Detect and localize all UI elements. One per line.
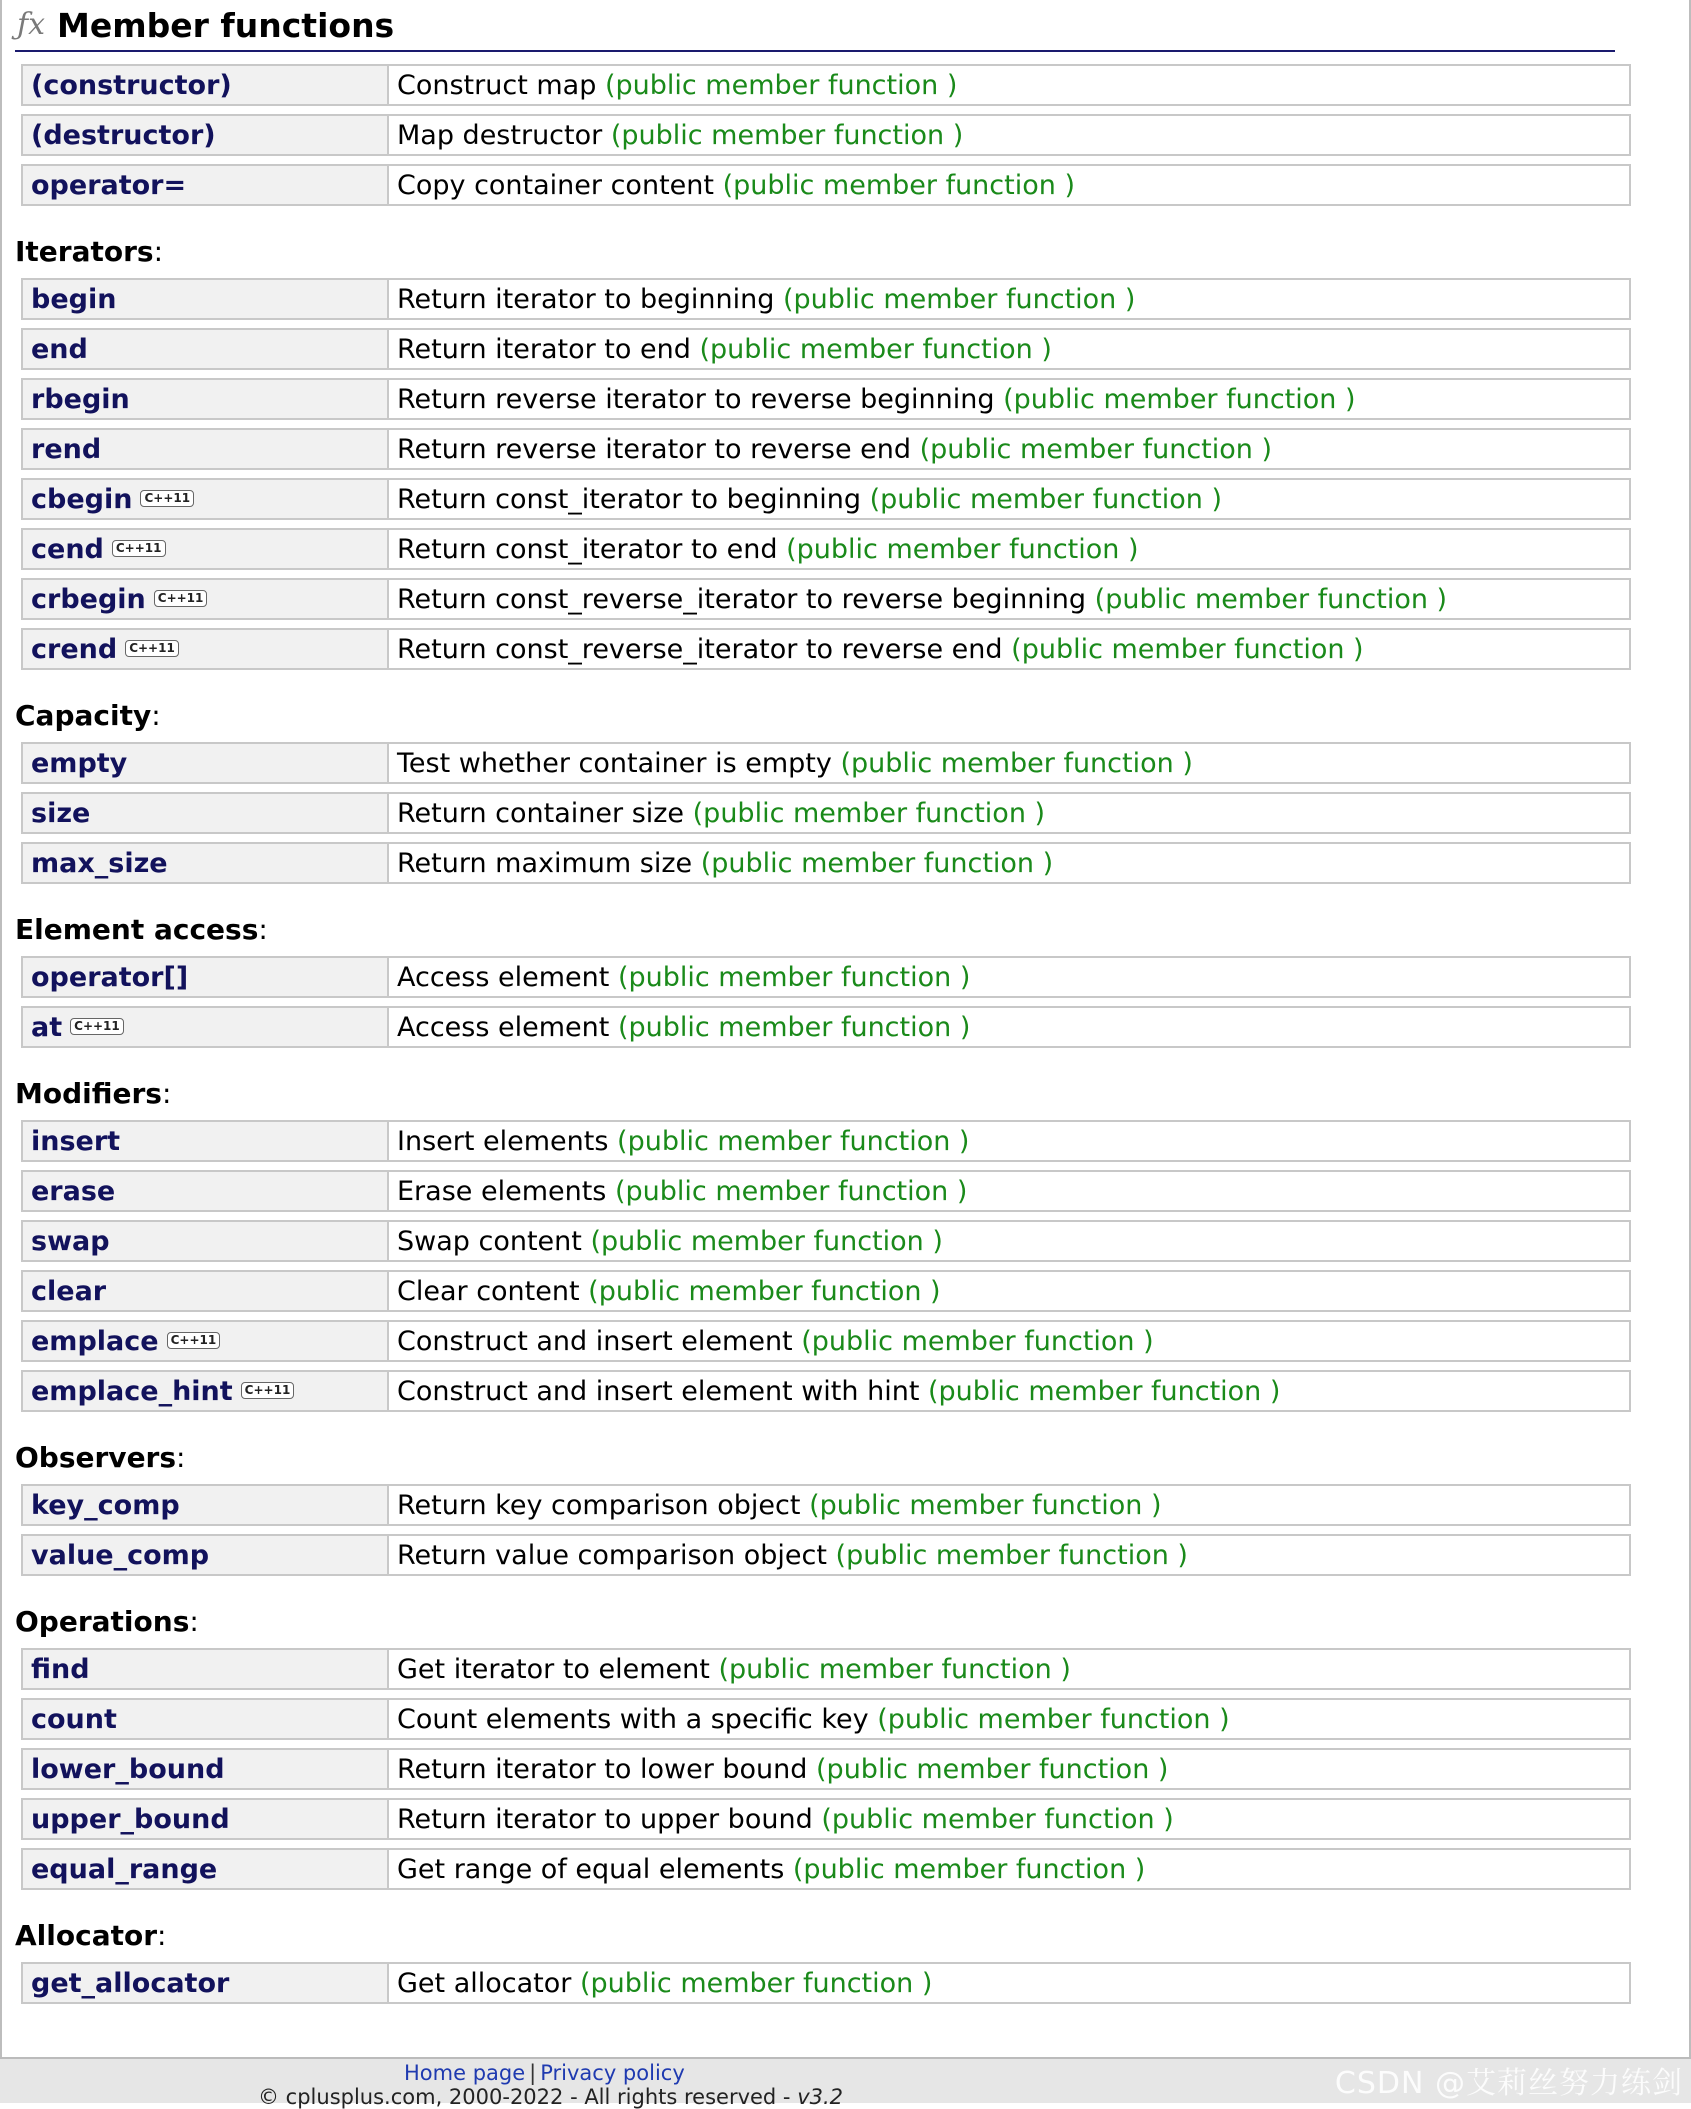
member-description: Access element [397, 1011, 610, 1043]
copyright-text [258, 2085, 843, 2109]
member-description: Copy container content [397, 169, 714, 201]
member-description: Return const_reverse_iterator to reverse end [397, 633, 1003, 665]
member-name-cell [21, 742, 389, 784]
member-description: Return const_reverse_iterator to reverse beginning [397, 583, 1087, 615]
member-name-cell [21, 1270, 389, 1312]
section-header [15, 0, 1615, 52]
member-description: Return iterator to lower bound [397, 1753, 808, 1785]
member-table [21, 948, 1631, 1056]
member-row [21, 1848, 1631, 1890]
member-description: Return maximum size [397, 847, 693, 879]
member-group [15, 908, 1625, 1056]
member-name-cell [21, 528, 389, 570]
member-link[interactable]: equal_range [31, 1853, 218, 1885]
member-description: Return value comparison object [397, 1539, 827, 1571]
member-description-cell [389, 628, 1631, 670]
member-row [21, 742, 1631, 784]
member-link[interactable]: get_allocator [31, 1967, 230, 1999]
group-heading-text: Iterators [15, 235, 154, 268]
member-description-cell [389, 1220, 1631, 1262]
member-functions-section [15, 0, 1625, 2008]
member-name-cell [21, 428, 389, 470]
member-name-cell [21, 1648, 389, 1690]
member-description-cell [389, 114, 1631, 156]
member-kind-label: (public member function ) [928, 1375, 1281, 1407]
member-description: Get allocator [397, 1967, 572, 1999]
member-description: Get iterator to element [397, 1653, 710, 1685]
member-row [21, 578, 1631, 620]
group-heading [15, 1914, 1625, 1958]
member-group [15, 56, 1625, 214]
member-kind-label: (public member function ) [722, 169, 1075, 201]
member-kind-label: (public member function ) [792, 1853, 1146, 1885]
member-kind-label: (public member function ) [699, 333, 1052, 365]
member-group [15, 694, 1625, 892]
member-name-cell [21, 842, 389, 884]
member-name-cell [21, 1120, 389, 1162]
member-link[interactable]: key_comp [31, 1489, 180, 1521]
member-description: Map destructor [397, 119, 603, 151]
member-row [21, 1370, 1631, 1412]
member-kind-label: (public member function ) [919, 433, 1273, 465]
member-name-cell [21, 378, 389, 420]
member-table [21, 734, 1631, 892]
member-name-cell [21, 114, 389, 156]
member-link[interactable]: rend [31, 433, 102, 465]
member-description: Swap content [397, 1225, 582, 1257]
member-group [15, 1072, 1625, 1420]
member-description: Return key comparison object [397, 1489, 801, 1521]
member-link[interactable]: size [31, 797, 91, 829]
member-description-cell [389, 578, 1631, 620]
member-description-cell [389, 1748, 1631, 1790]
member-description-cell [389, 956, 1631, 998]
member-description-cell [389, 1798, 1631, 1840]
member-table [21, 1640, 1631, 1898]
member-table [21, 1112, 1631, 1420]
member-description: Get range of equal elements [397, 1853, 785, 1885]
member-link[interactable]: (destructor) [31, 119, 216, 151]
member-description: Clear content [397, 1275, 580, 1307]
member-description: Return reverse iterator to reverse end [397, 433, 912, 465]
member-name-cell [21, 1534, 389, 1576]
member-description-cell [389, 64, 1631, 106]
member-row [21, 378, 1631, 420]
member-kind-label: (public member function ) [840, 747, 1193, 779]
member-group [15, 1914, 1625, 2012]
member-link[interactable]: erase [31, 1175, 116, 1207]
member-group [15, 1436, 1625, 1584]
member-link[interactable]: upper_bound [31, 1803, 230, 1835]
member-link[interactable]: at [31, 1011, 63, 1043]
member-description-cell [389, 478, 1631, 520]
member-description-cell [389, 1534, 1631, 1576]
home-page-link[interactable]: Home page [404, 2061, 526, 2085]
member-link[interactable]: operator[] [31, 961, 189, 993]
group-heading-text: Operations [15, 1605, 190, 1638]
member-kind-label: (public member function ) [821, 1803, 1174, 1835]
member-link[interactable]: value_comp [31, 1539, 210, 1571]
left-border [0, 0, 2, 2057]
member-link[interactable]: find [31, 1653, 90, 1685]
version-label: v3.2 [797, 2085, 844, 2109]
member-kind-label: (public member function ) [816, 1753, 1169, 1785]
member-table [21, 1476, 1631, 1584]
group-heading-text: Capacity [15, 699, 152, 732]
group-heading-colon: : [176, 1441, 186, 1474]
member-name-cell [21, 1320, 389, 1362]
member-description-cell [389, 1170, 1631, 1212]
member-kind-label: (public member function ) [617, 961, 971, 993]
member-link[interactable]: clear [31, 1275, 107, 1307]
csdn-watermark: CSDN @艾莉丝努力练剑 [1334, 2066, 1683, 2101]
member-description: Access element [397, 961, 610, 993]
member-row [21, 1962, 1631, 2004]
member-kind-label: (public member function ) [1011, 633, 1364, 665]
member-kind-label: (public member function ) [869, 483, 1223, 515]
member-description-cell [389, 1484, 1631, 1526]
group-heading-text: Allocator [15, 1919, 158, 1952]
group-heading [15, 908, 1625, 952]
member-description-cell [389, 1962, 1631, 2004]
member-name-cell [21, 1484, 389, 1526]
member-row [21, 1698, 1631, 1740]
group-heading-colon: : [161, 1077, 172, 1110]
member-kind-label: (public member function ) [1003, 383, 1356, 415]
member-link[interactable]: operator= [31, 169, 187, 201]
section-title: Member functions [57, 5, 395, 45]
member-group [15, 1600, 1625, 1898]
cpp11-badge-icon: C++11 [140, 490, 194, 507]
cpp11-badge-icon: C++11 [154, 590, 208, 607]
member-name-cell [21, 1006, 389, 1048]
member-row [21, 428, 1631, 470]
member-kind-label: (public member function ) [617, 1011, 971, 1043]
member-kind-label: (public member function ) [692, 797, 1046, 829]
member-row [21, 1648, 1631, 1690]
group-heading-colon: : [157, 1919, 167, 1952]
member-name-cell [21, 1798, 389, 1840]
member-name-cell [21, 278, 389, 320]
member-description-cell [389, 528, 1631, 570]
group-heading-colon: : [151, 699, 161, 732]
member-row [21, 1120, 1631, 1162]
member-description: Test whether container is empty [397, 747, 832, 779]
member-description-cell [389, 792, 1631, 834]
member-name-cell [21, 1220, 389, 1262]
member-description-cell [389, 1120, 1631, 1162]
member-description-cell [389, 378, 1631, 420]
member-link[interactable]: (constructor) [31, 69, 232, 101]
member-description-cell [389, 1370, 1631, 1412]
member-name-cell [21, 64, 389, 106]
member-description-cell [389, 1320, 1631, 1362]
member-kind-label: (public member function ) [801, 1325, 1154, 1357]
member-description: Return iterator to upper bound [397, 1803, 813, 1835]
member-kind-label: (public member function ) [617, 1125, 970, 1157]
group-heading-text: Modifiers [15, 1077, 162, 1110]
member-row [21, 164, 1631, 206]
group-heading [15, 1436, 1625, 1480]
member-description: Erase elements [397, 1175, 607, 1207]
fx-icon: ƒx [17, 7, 46, 42]
member-kind-label: (public member function ) [614, 1175, 968, 1207]
member-kind-label: (public member function ) [590, 1225, 943, 1257]
member-row [21, 1006, 1631, 1048]
member-description-cell [389, 1270, 1631, 1312]
member-row [21, 1484, 1631, 1526]
member-link[interactable]: insert [31, 1125, 121, 1157]
member-name-cell [21, 1698, 389, 1740]
member-name-cell [21, 1848, 389, 1890]
member-link[interactable]: begin [31, 283, 117, 315]
cpp11-badge-icon: C++11 [125, 640, 179, 657]
footer-links [404, 2061, 685, 2085]
cpp11-badge-icon: C++11 [241, 1382, 295, 1399]
member-kind-label: (public member function ) [809, 1489, 1162, 1521]
group-heading [15, 694, 1625, 738]
member-description: Return container size [397, 797, 685, 829]
member-name-cell [21, 1962, 389, 2004]
member-description: Return iterator to end [397, 333, 691, 365]
member-kind-label: (public member function ) [782, 283, 1136, 315]
member-description: Construct and insert element with hint [397, 1375, 920, 1407]
member-description-cell [389, 1698, 1631, 1740]
member-link[interactable]: rbegin [31, 383, 130, 415]
member-kind-label: (public member function ) [877, 1703, 1230, 1735]
member-row [21, 842, 1631, 884]
member-link[interactable]: lower_bound [31, 1753, 225, 1785]
member-link[interactable]: empty [31, 747, 128, 779]
member-description: Return const_iterator to end [397, 533, 778, 565]
member-kind-label: (public member function ) [610, 119, 964, 151]
cpp11-badge-icon: C++11 [112, 540, 166, 557]
member-row [21, 478, 1631, 520]
cpp11-badge-icon: C++11 [70, 1018, 124, 1035]
member-row [21, 328, 1631, 370]
member-table [21, 270, 1631, 678]
member-link[interactable]: cbegin [31, 483, 133, 515]
member-table [21, 1954, 1631, 2012]
member-kind-label: (public member function ) [786, 533, 1139, 565]
member-description-cell [389, 428, 1631, 470]
member-row [21, 528, 1631, 570]
member-group [15, 230, 1625, 678]
member-link[interactable]: cend [31, 533, 104, 565]
member-description: Construct and insert element [397, 1325, 793, 1357]
member-link[interactable]: count [31, 1703, 117, 1735]
member-description-cell [389, 164, 1631, 206]
member-row [21, 278, 1631, 320]
member-description: Insert elements [397, 1125, 609, 1157]
member-link[interactable]: end [31, 333, 88, 365]
member-link[interactable]: emplace [31, 1325, 159, 1357]
member-description: Construct map [397, 69, 597, 101]
member-name-cell [21, 628, 389, 670]
member-description-cell [389, 1006, 1631, 1048]
member-kind-label: (public member function ) [835, 1539, 1188, 1571]
member-name-cell [21, 578, 389, 620]
member-description-cell [389, 278, 1631, 320]
member-description: Return iterator to beginning [397, 283, 775, 315]
member-groups [15, 56, 1625, 2012]
member-row [21, 1320, 1631, 1362]
member-name-cell [21, 956, 389, 998]
member-link[interactable]: swap [31, 1225, 110, 1257]
member-kind-label: (public member function ) [579, 1967, 933, 1999]
member-row [21, 1220, 1631, 1262]
member-row [21, 1270, 1631, 1312]
member-description-cell [389, 1848, 1631, 1890]
group-heading-text: Element access [15, 913, 259, 946]
member-kind-label: (public member function ) [604, 69, 958, 101]
member-description: Return reverse iterator to reverse beginning [397, 383, 995, 415]
member-row [21, 64, 1631, 106]
member-row [21, 792, 1631, 834]
group-heading [15, 1600, 1625, 1644]
member-name-cell [21, 164, 389, 206]
member-kind-label: (public member function ) [700, 847, 1054, 879]
member-row [21, 956, 1631, 998]
member-link[interactable]: max_size [31, 847, 168, 879]
member-row [21, 1170, 1631, 1212]
group-heading-colon: : [153, 235, 164, 268]
member-name-cell [21, 1170, 389, 1212]
member-description: Count elements with a specific key [397, 1703, 869, 1735]
member-name-cell [21, 1370, 389, 1412]
member-kind-label: (public member function ) [588, 1275, 941, 1307]
member-description: Return const_iterator to beginning [397, 483, 861, 515]
group-heading-colon: : [258, 913, 268, 946]
member-description-cell [389, 842, 1631, 884]
member-name-cell [21, 328, 389, 370]
copyright-label: © cplusplus.com, 2000-2022 - All rights reserved - [258, 2085, 791, 2109]
member-name-cell [21, 792, 389, 834]
group-heading [15, 1072, 1625, 1116]
member-row [21, 1798, 1631, 1840]
member-kind-label: (public member function ) [718, 1653, 1071, 1685]
member-name-cell [21, 1748, 389, 1790]
member-description-cell [389, 328, 1631, 370]
member-row [21, 1534, 1631, 1576]
member-name-cell [21, 478, 389, 520]
group-heading-text: Observers [15, 1441, 177, 1474]
member-row [21, 114, 1631, 156]
member-description-cell [389, 1648, 1631, 1690]
cpp11-badge-icon: C++11 [167, 1332, 221, 1349]
group-heading-colon: : [189, 1605, 199, 1638]
group-heading [15, 230, 1625, 274]
member-description-cell [389, 742, 1631, 784]
member-row [21, 1748, 1631, 1790]
member-link[interactable]: emplace_hint [31, 1375, 233, 1407]
member-row [21, 628, 1631, 670]
member-kind-label: (public member function ) [1094, 583, 1448, 615]
member-link[interactable]: crbegin [31, 583, 146, 615]
footer-separator: | [529, 2061, 537, 2085]
privacy-policy-link[interactable]: Privacy policy [540, 2061, 685, 2085]
member-link[interactable]: crend [31, 633, 118, 665]
member-table [21, 56, 1631, 214]
